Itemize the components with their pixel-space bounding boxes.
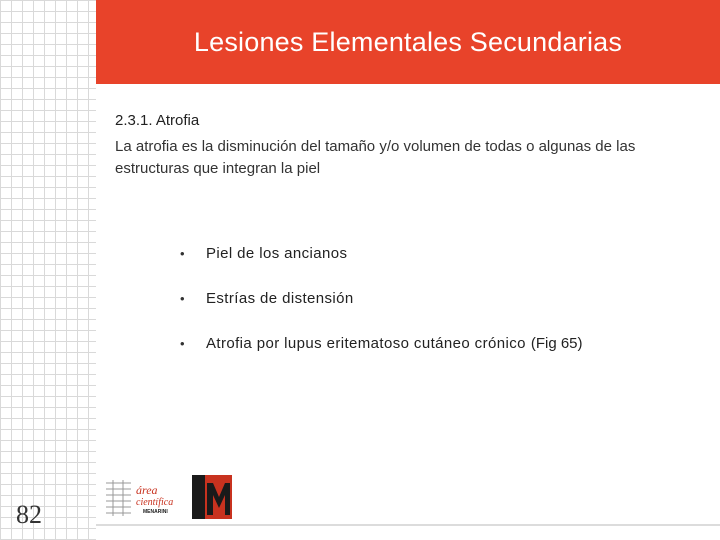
bullet-icon: • (180, 245, 185, 261)
logo-text-menarini: MENARINI (143, 509, 168, 515)
section-heading: 2.3.1. Atrofia (115, 112, 200, 129)
logo-text-cientifica: científica (136, 497, 174, 508)
bullet-text: Estrías de distensión (206, 289, 354, 307)
figure-reference: (Fig 65) (530, 334, 583, 352)
bullet-icon: • (180, 290, 185, 306)
section-description: La atrofia es la disminución del tamaño y/o volumen de todas o algunas de las estructuras que integran la piel (115, 138, 636, 177)
bullet-item (180, 287, 583, 309)
title-bar (96, 0, 720, 84)
bullet-text: Atrofia por lupus eritematoso cutáneo crónico (206, 334, 526, 352)
slide-title: Lesiones Elementales Secundarias (193, 26, 623, 57)
grid-pattern-decoration (0, 0, 96, 540)
bullet-list (180, 242, 583, 377)
menarini-m-logo (192, 475, 232, 519)
bullet-item (180, 242, 583, 264)
bullet-item (180, 332, 583, 354)
page-number: 82 (16, 500, 42, 529)
footer-divider (96, 524, 720, 526)
bullet-text: Piel de los ancianos (206, 244, 348, 262)
logo-text-area: área (136, 483, 158, 497)
bullet-icon: • (180, 335, 185, 351)
area-cientifica-logo (103, 480, 188, 516)
